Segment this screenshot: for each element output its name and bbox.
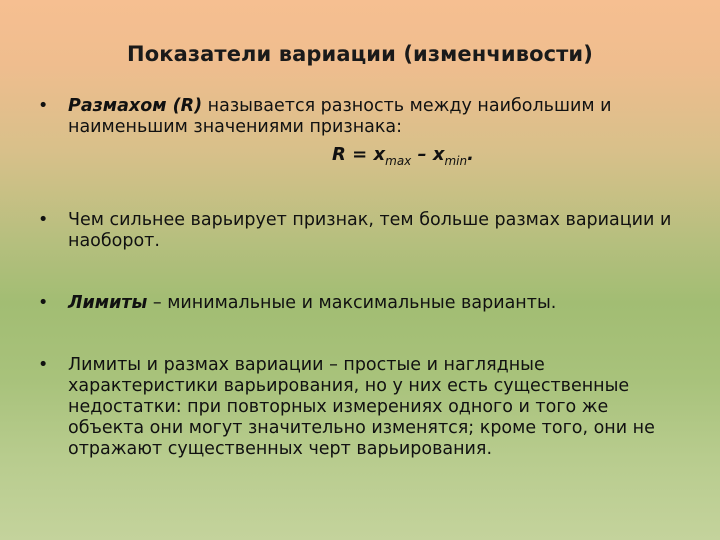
bullet-marker: •: [38, 355, 49, 375]
formula-lhs: R = x: [332, 144, 386, 165]
term-range: Размахом (R): [68, 96, 203, 116]
slide-title: Показатели вариации (изменчивости): [127, 42, 593, 66]
bullet-item-limits: [38, 293, 678, 314]
bullet-item-drawbacks: [38, 355, 678, 460]
formula-sub-max: max: [385, 154, 412, 168]
bullet-text: [68, 293, 678, 314]
bullet-item-variation: [38, 210, 678, 252]
bullet-marker: •: [38, 293, 49, 313]
range-formula: [68, 144, 678, 172]
formula-sub-min: min: [444, 154, 468, 168]
bullet-text: Лимиты и размах вариации – простые и наглядные характеристики варьирования, но у них есть существенные недостатки: при повторных измерениях одного и того же объекта они могут значительно изменятся; кроме того, они не отражают существенных черт варьирования.: [68, 355, 655, 459]
bullet-text: [68, 96, 678, 138]
bullet-marker: •: [38, 210, 49, 230]
bullet-marker: •: [38, 96, 49, 116]
bullet-item-range: [38, 96, 678, 172]
bullet-text: Чем сильнее варьирует признак, тем больше размах вариации и наоборот.: [68, 210, 672, 251]
definition-limits: – минимальные и максимальные варианты.: [147, 293, 557, 313]
formula-mid: – x: [411, 144, 445, 165]
term-limits: Лимиты: [68, 293, 148, 313]
formula-end: .: [467, 144, 474, 165]
definition-range: называется разность между наибольшим и наименьшим значениями признака:: [68, 96, 612, 137]
